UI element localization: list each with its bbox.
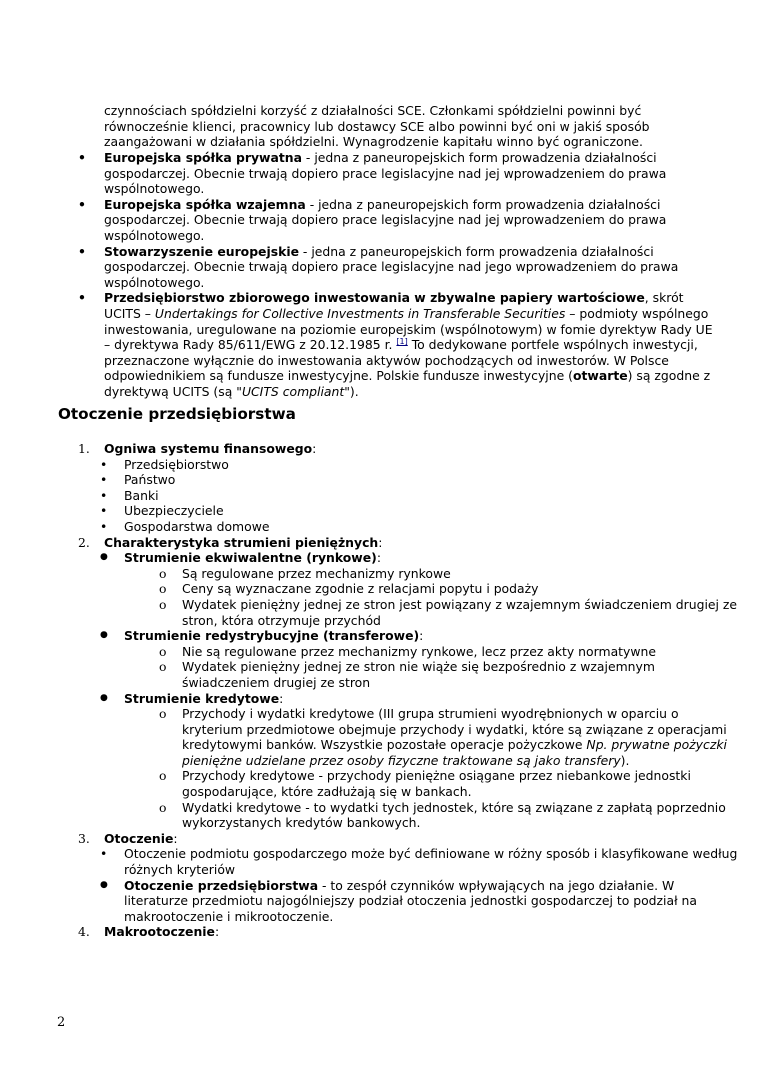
term: Przedsiębiorstwo zbiorowego inwestowania w zbywalne papiery wartościowe bbox=[104, 290, 645, 306]
list-item: • Przedsiębiorstwo zbiorowego inwestowania w zbywalne papiery wartościowe, skrót UCITS – Undertakings for Collective Investments in Transferable Securities – podmioty wspólnego inwestowania, uregulowane na poziomie europejskim (wspólnotowym) w fomie dyrektyw Rady UE – dyrektywa Rady 85/611/EWG z 20.12.1985 r. [1] To dedykowane portfele wspólnych inwestycji, przeznaczone wyłącznie do inwestowania aktywów pochodzących od inwestorów. W Polsce odpowiednikiem są fundusze inwestycyjne. Polskie fundusze inwestycyjne (otwarte) są zgodne z dyrektywą UCITS (są "UCITS compliant"). bbox=[78, 290, 718, 399]
item-title: Charakterystyka strumieni pieniężnych bbox=[104, 534, 379, 550]
numbered-item: 3. Otoczenie: bbox=[78, 830, 178, 846]
ucits-fullname: Undertakings for Collective Investments in Transferable Securities bbox=[154, 305, 566, 321]
item-number: 2. bbox=[78, 534, 90, 550]
list-item: ● Strumienie redystrybucyjne (transferowe): bbox=[78, 628, 738, 644]
group-title: Strumienie ekwiwalentne (rynkowe) bbox=[124, 550, 377, 566]
group-title: Strumienie kredytowe bbox=[124, 690, 280, 706]
item-number: 3. bbox=[78, 830, 90, 846]
item-number: 1. bbox=[78, 441, 90, 456]
sub-item: o Wydatek pieniężny jednej ze stron jest powiązany z wzajemnym świadczeniem drugiej ze stron, która otrzymuje przychód bbox=[78, 597, 738, 628]
sub-item: o Są regulowane przez mechanizmy rynkowe bbox=[78, 566, 738, 582]
description: - jedna z paneuropejskich form prowadzenia działalności gospodarczej. Obecnie trwają dopiero prace legislacyjne nad jej wprowadzeniem do prawa wspólnotowego. bbox=[104, 150, 667, 197]
numbered-item: 4. Makrootoczenie: bbox=[78, 924, 220, 940]
item-number: 4. bbox=[78, 924, 90, 940]
intro-text: czynnościach spółdzielni korzyść z działalności SCE. Członkami spółdzielni powinni być równocześnie klienci, pracownicy lub dostawcy SCE albo powinni być oni w jakiś sposób zaangażowani w działania spółdzielni. Wynagrodzenie kapitału winno być ograniczone. bbox=[104, 103, 650, 150]
forms-list bbox=[78, 150, 718, 400]
group-title: Strumienie redystrybucyjne (transferowe) bbox=[124, 628, 420, 644]
list-item: ● Strumienie kredytowe: bbox=[78, 691, 738, 707]
description: - jedna z paneuropejskich form prowadzenia działalności gospodarczej. Obecnie trwają dopiero prace legislacyjne nad jej wprowadzeniem do prawa wspólnotowego. bbox=[104, 196, 667, 243]
item-title: Otoczenie bbox=[104, 830, 174, 846]
term: Europejska spółka prywatna bbox=[104, 150, 302, 165]
numbered-list bbox=[78, 441, 738, 940]
section-heading: Otoczenie przedsiębiorstwa bbox=[58, 405, 296, 423]
item-title: Ogniwa systemu finansowego bbox=[104, 441, 313, 456]
list-item bbox=[78, 244, 718, 291]
list-item: • Banki bbox=[78, 488, 738, 504]
term: Europejska spółka wzajemna bbox=[104, 196, 306, 212]
sub-item: o Ceny są wyznaczane zgodnie z relacjami popytu i podaży bbox=[78, 581, 738, 597]
term: Stowarzyszenie europejskie bbox=[104, 243, 299, 259]
sub-item: o Przychody i wydatki kredytowe (III grupa strumieni wyodrębnionych w oparciu o kryterium przedmiotowe obejmuje przychody i wydatki, które są związane z operacjami kredytowymi banków. Wszystkie pozostałe operacje pożyczkowe Np. prywatne pożyczki pieniężne udzielane przez osoby fizyczne traktowane są jako transfery). bbox=[78, 706, 738, 768]
numbered-item: 1. Ogniwa systemu finansowego: bbox=[78, 441, 317, 456]
footnote-link[interactable]: [1] bbox=[396, 337, 408, 346]
sub-item: o Wydatek pieniężny jednej ze stron nie wiąże się bezpośrednio z wzajemnym świadczeniem drugiej ze stron bbox=[78, 659, 738, 690]
list-item: • Otoczenie podmiotu gospodarczego może być definiowane w różny sposób i klasyfikowane według różnych kryteriów bbox=[78, 846, 738, 877]
item-title: Makrootoczenie bbox=[104, 924, 215, 940]
list-item: • Przedsiębiorstwo bbox=[78, 457, 738, 473]
term: Otoczenie przedsiębiorstwa bbox=[124, 877, 319, 893]
page-number: 2 bbox=[57, 1015, 66, 1030]
sub-item: o Nie są regulowane przez mechanizmy rynkowe, lecz przez akty normatywne bbox=[78, 644, 738, 660]
intro-paragraph bbox=[104, 103, 714, 150]
description: - jedna z paneuropejskich form prowadzenia działalności gospodarczej. Obecnie trwają dopiero prace legislacyjne nad jego wprowadzeniem do prawa wspólnotowego. bbox=[104, 243, 679, 290]
list-item bbox=[78, 197, 718, 244]
numbered-item: 2. Charakterystyka strumieni pieniężnych: bbox=[78, 534, 383, 550]
list-item: • Gospodarstwa domowe bbox=[78, 519, 738, 535]
sub-item: o Przychody kredytowe - przychody pieniężne osiągane przez niebankowe jednostki gospodarujące, które zadłużają się w bankach. bbox=[78, 768, 738, 799]
list-item bbox=[78, 150, 718, 197]
list-item: • Państwo bbox=[78, 472, 738, 488]
list-item: ● Otoczenie przedsiębiorstwa - to zespół czynników wpływających na jego działanie. W literaturze przedmiotu najogólniejszy podział otoczenia jednostki gospodarczej to podział na makrootoczenie i mikrootoczenie. bbox=[78, 878, 738, 925]
list-item: ● Strumienie ekwiwalentne (rynkowe): bbox=[78, 550, 738, 566]
sub-item: o Wydatki kredytowe - to wydatki tych jednostek, które są związane z zapłatą poprzednio wykorzystanych kredytów bankowych. bbox=[78, 800, 738, 831]
list-item: • Ubezpieczyciele bbox=[78, 503, 738, 519]
